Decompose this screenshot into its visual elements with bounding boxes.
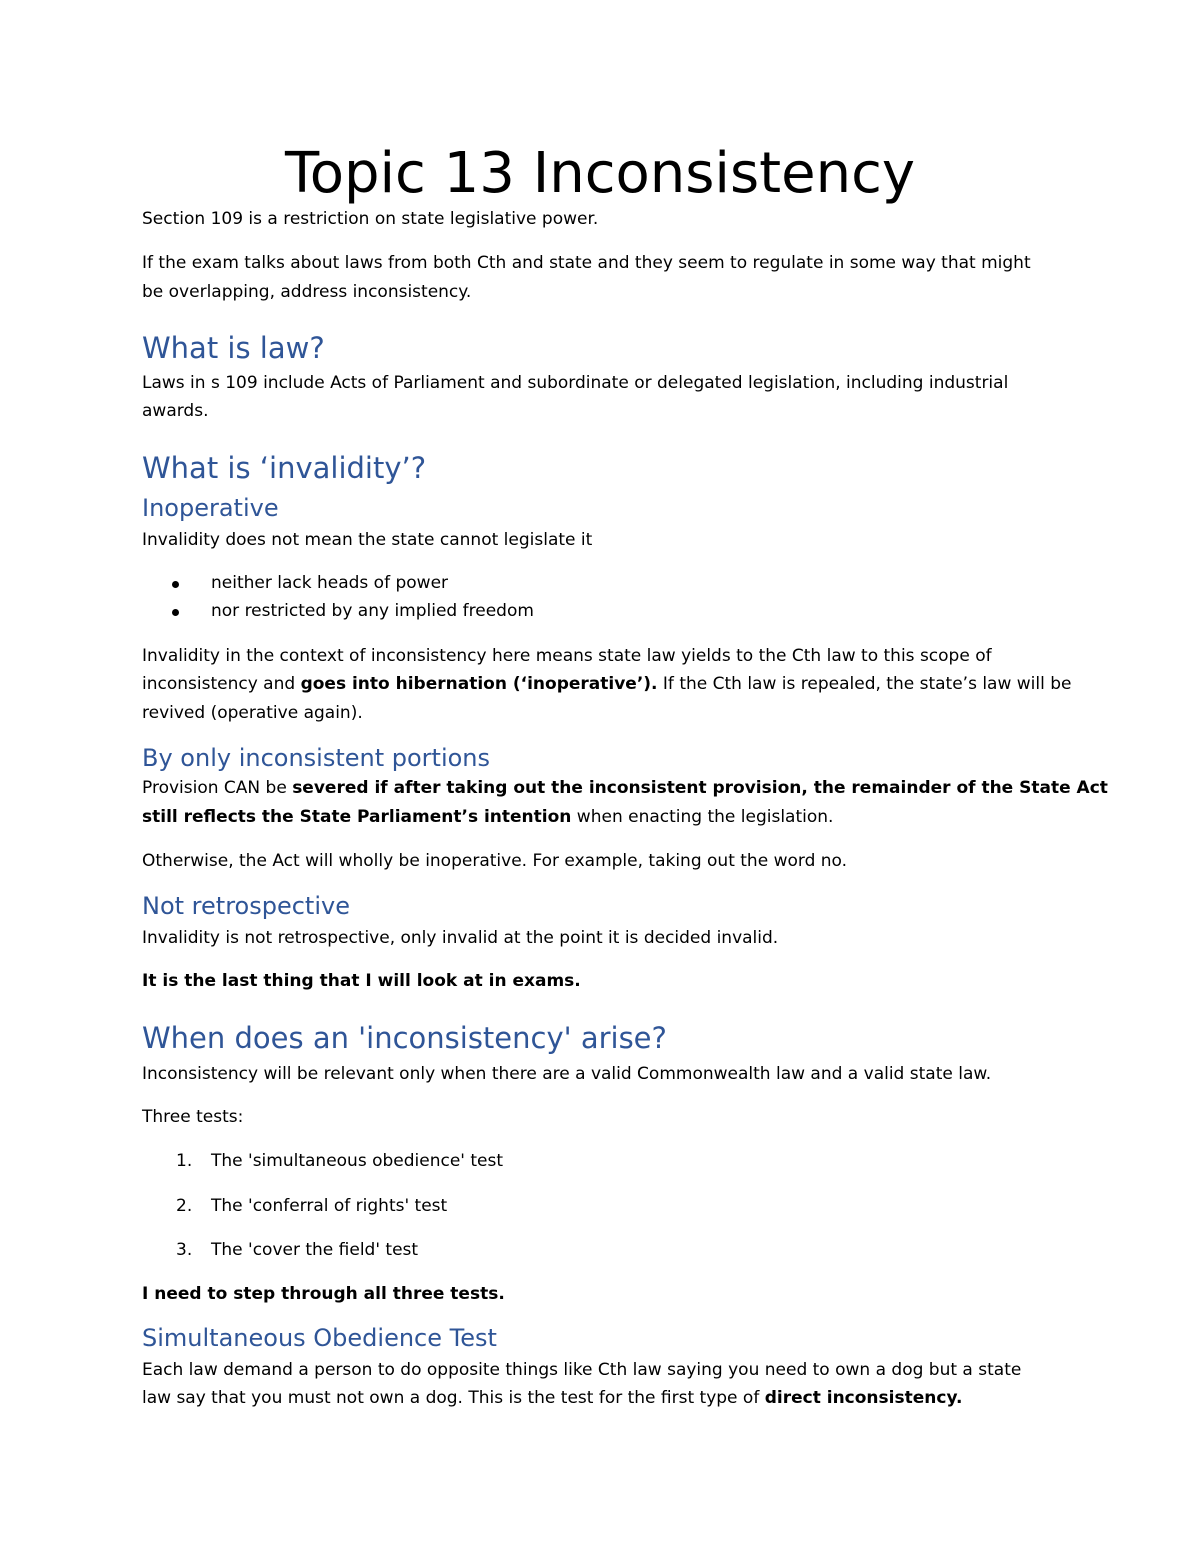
- list-text: The 'conferral of rights' test: [211, 1196, 448, 1216]
- list-text: The 'cover the field' test: [211, 1240, 419, 1260]
- what-is-law-line-2: awards.: [142, 401, 209, 421]
- bold-text: still reflects the State Parliament’s intention: [142, 807, 572, 827]
- list-text: The 'simultaneous obedience' test: [211, 1151, 504, 1171]
- portions-paragraph-line-1: Provision CAN be severed if after taking out the inconsistent provision, the remainder of the State Act: [142, 778, 1108, 798]
- intro-paragraph-2-line-1: If the exam talks about laws from both Cth and state and they seem to regulate in some way that might: [142, 253, 1031, 273]
- bullet-text: neither lack heads of power: [211, 573, 449, 593]
- bullet-dot: [172, 609, 179, 616]
- heading-what-is-invalidity: What is ‘invalidity’?: [142, 451, 427, 485]
- heading-simultaneous-obedience-test: Simultaneous Obedience Test: [142, 1324, 497, 1352]
- heading-not-retrospective: Not retrospective: [142, 892, 350, 920]
- portions-paragraph-2: Otherwise, the Act will wholly be inoperative. For example, taking out the word no.: [142, 851, 848, 871]
- heading-inoperative: Inoperative: [142, 494, 279, 522]
- retrospective-paragraph-1: Invalidity is not retrospective, only invalid at the point it is decided invalid.: [142, 928, 779, 948]
- intro-paragraph-1: Section 109 is a restriction on state legislative power.: [142, 209, 599, 229]
- heading-when-does-inconsistency-arise: When does an 'inconsistency' arise?: [142, 1021, 667, 1055]
- list-number: 2.: [176, 1196, 193, 1216]
- page-title: Topic 13 Inconsistency: [285, 141, 915, 206]
- inoperative-paragraph-2-line-2: inconsistency and goes into hibernation (‘inoperative’). If the Cth law is repealed, the state’s law will be: [142, 674, 1072, 694]
- bullet-text: nor restricted by any implied freedom: [211, 601, 534, 621]
- retrospective-paragraph-2: It is the last thing that I will look at in exams.: [142, 971, 581, 991]
- simultaneous-paragraph-line-1: Each law demand a person to do opposite things like Cth law saying you need to own a dog but a state: [142, 1360, 1022, 1380]
- heading-by-only-inconsistent-portions: By only inconsistent portions: [142, 744, 491, 772]
- inoperative-paragraph-1: Invalidity does not mean the state cannot legislate it: [142, 530, 593, 550]
- inoperative-paragraph-2-line-3: revived (operative again).: [142, 703, 363, 723]
- bold-text: severed if after taking out the inconsistent provision, the remainder of the State Act: [292, 778, 1108, 798]
- list-number: 1.: [176, 1151, 193, 1171]
- bold-text: goes into hibernation (‘inoperative’).: [300, 674, 658, 694]
- heading-what-is-law: What is law?: [142, 331, 325, 365]
- portions-paragraph-line-2: still reflects the State Parliament’s intention when enacting the legislation.: [142, 807, 834, 827]
- list-number: 3.: [176, 1240, 193, 1260]
- inoperative-paragraph-2-line-1: Invalidity in the context of inconsistency here means state law yields to the Cth law to this scope of: [142, 646, 992, 666]
- simultaneous-paragraph-line-2: law say that you must not own a dog. This is the test for the first type of direct inconsistency.: [142, 1388, 963, 1408]
- arise-paragraph-1: Inconsistency will be relevant only when there are a valid Commonwealth law and a valid state law.: [142, 1064, 992, 1084]
- bold-text: direct inconsistency.: [764, 1388, 963, 1408]
- intro-paragraph-2-line-2: be overlapping, address inconsistency.: [142, 282, 472, 302]
- bullet-dot: [172, 581, 179, 588]
- arise-paragraph-3: I need to step through all three tests.: [142, 1284, 505, 1304]
- arise-paragraph-2: Three tests:: [142, 1107, 244, 1127]
- what-is-law-line-1: Laws in s 109 include Acts of Parliament and subordinate or delegated legislation, including industrial: [142, 373, 1009, 393]
